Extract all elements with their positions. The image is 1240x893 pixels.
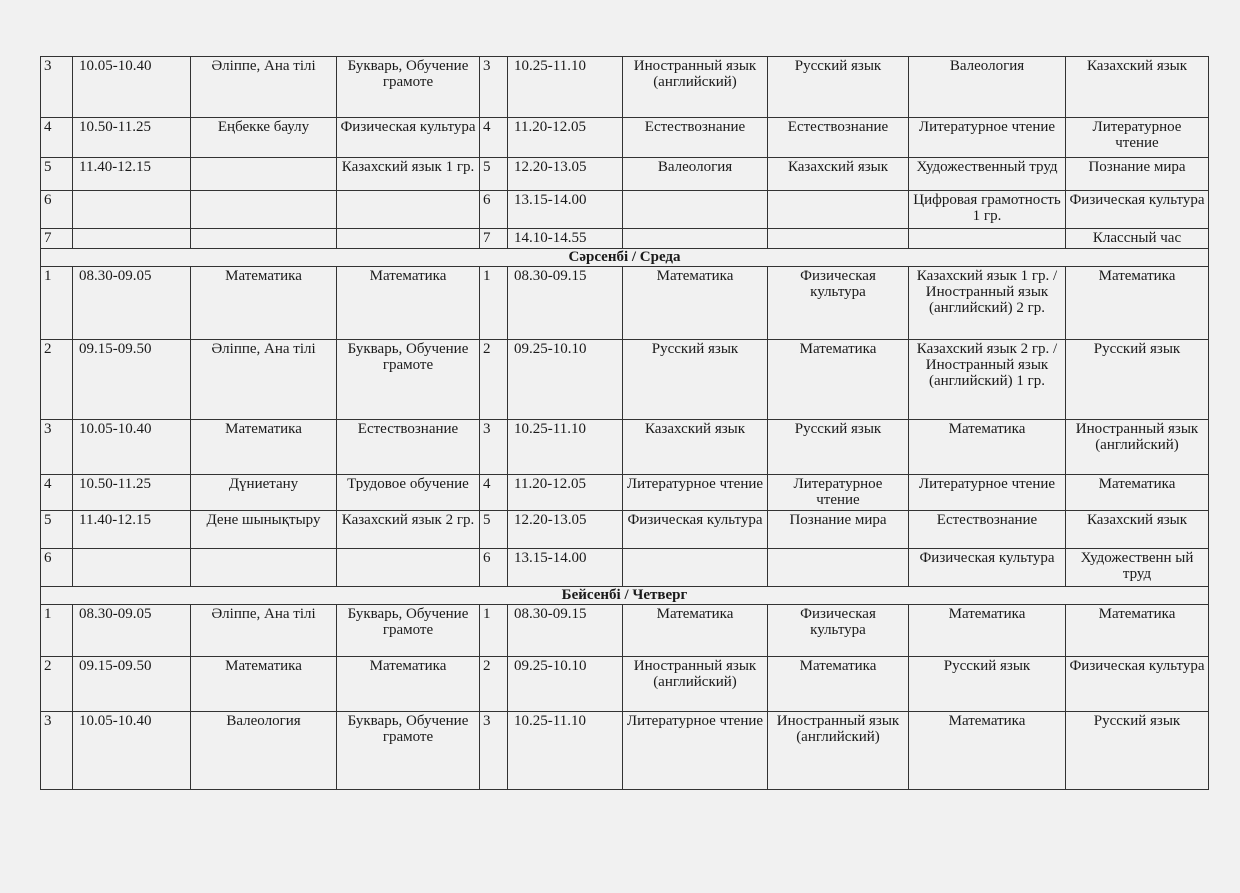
subject-class-b <box>768 191 909 229</box>
subject-class-c: Русский язык <box>909 657 1066 712</box>
subject-class-d: Казахский язык <box>1066 57 1209 118</box>
time-slot-1 <box>73 191 191 229</box>
subject-kz-class: Дене шынықтыру <box>191 511 337 549</box>
lesson-row <box>41 712 1209 790</box>
subject-class-d: Русский язык <box>1066 712 1209 790</box>
subject-class-a: Иностранный язык (английский) <box>623 657 768 712</box>
lesson-row <box>41 511 1209 549</box>
time-slot-2: 14.10-14.55 <box>508 229 623 249</box>
subject-class-a <box>623 229 768 249</box>
subject-class-a: Физическая культура <box>623 511 768 549</box>
time-slot-1: 11.40-12.15 <box>73 511 191 549</box>
lesson-number-2: 3 <box>480 57 508 118</box>
subject-class-c: Казахский язык 2 гр. / Иностранный язык (английский) 1 гр. <box>909 340 1066 420</box>
subject-class-c: Художественный труд <box>909 158 1066 191</box>
subject-ru-class: Трудовое обучение <box>337 475 480 511</box>
subject-kz-class: Валеология <box>191 712 337 790</box>
subject-kz-class: Дүниетану <box>191 475 337 511</box>
subject-class-c: Литературное чтение <box>909 118 1066 158</box>
subject-class-d: Математика <box>1066 475 1209 511</box>
subject-class-c: Естествознание <box>909 511 1066 549</box>
subject-class-b: Русский язык <box>768 420 909 475</box>
subject-ru-class <box>337 191 480 229</box>
subject-class-a: Математика <box>623 605 768 657</box>
subject-class-c: Валеология <box>909 57 1066 118</box>
subject-class-a: Литературное чтение <box>623 712 768 790</box>
day-header-row <box>41 587 1209 605</box>
time-slot-2: 11.20-12.05 <box>508 475 623 511</box>
subject-class-c: Математика <box>909 605 1066 657</box>
subject-kz-class: Математика <box>191 420 337 475</box>
subject-class-c: Математика <box>909 420 1066 475</box>
time-slot-1: 10.05-10.40 <box>73 712 191 790</box>
subject-kz-class <box>191 191 337 229</box>
schedule-table <box>40 56 1209 790</box>
subject-class-b: Русский язык <box>768 57 909 118</box>
time-slot-1: 10.05-10.40 <box>73 57 191 118</box>
subject-class-d: Математика <box>1066 605 1209 657</box>
lesson-number-1: 3 <box>41 420 73 475</box>
subject-class-b: Физическая культура <box>768 267 909 340</box>
lesson-number-1: 4 <box>41 475 73 511</box>
lesson-row <box>41 605 1209 657</box>
subject-class-c <box>909 229 1066 249</box>
subject-kz-class: Әліппе, Ана тілі <box>191 605 337 657</box>
lesson-row <box>41 340 1209 420</box>
subject-class-b <box>768 229 909 249</box>
lesson-number-2: 7 <box>480 229 508 249</box>
subject-class-d: Казахский язык <box>1066 511 1209 549</box>
lesson-row <box>41 158 1209 191</box>
lesson-number-1: 2 <box>41 340 73 420</box>
subject-ru-class: Букварь, Обучение грамоте <box>337 57 480 118</box>
subject-kz-class <box>191 229 337 249</box>
subject-class-c: Цифровая грамотность 1 гр. <box>909 191 1066 229</box>
subject-kz-class <box>191 158 337 191</box>
time-slot-2: 13.15-14.00 <box>508 191 623 229</box>
lesson-row <box>41 475 1209 511</box>
subject-kz-class: Еңбекке баулу <box>191 118 337 158</box>
lesson-number-2: 1 <box>480 267 508 340</box>
time-slot-2: 09.25-10.10 <box>508 657 623 712</box>
subject-class-d: Познание мира <box>1066 158 1209 191</box>
lesson-row <box>41 267 1209 340</box>
lesson-row <box>41 229 1209 249</box>
subject-ru-class: Казахский язык 1 гр. <box>337 158 480 191</box>
time-slot-2: 10.25-11.10 <box>508 57 623 118</box>
subject-kz-class <box>191 549 337 587</box>
time-slot-2: 08.30-09.15 <box>508 605 623 657</box>
time-slot-1: 09.15-09.50 <box>73 657 191 712</box>
lesson-number-2: 4 <box>480 475 508 511</box>
subject-class-a: Естествознание <box>623 118 768 158</box>
subject-ru-class: Казахский язык 2 гр. <box>337 511 480 549</box>
lesson-number-1: 6 <box>41 549 73 587</box>
lesson-number-1: 1 <box>41 267 73 340</box>
subject-ru-class: Букварь, Обучение грамоте <box>337 712 480 790</box>
lesson-number-1: 3 <box>41 712 73 790</box>
subject-class-d: Физическая культура <box>1066 657 1209 712</box>
lesson-number-2: 5 <box>480 158 508 191</box>
time-slot-1: 10.05-10.40 <box>73 420 191 475</box>
subject-class-d: Литературное чтение <box>1066 118 1209 158</box>
subject-class-b: Казахский язык <box>768 158 909 191</box>
time-slot-2: 12.20-13.05 <box>508 158 623 191</box>
subject-ru-class <box>337 549 480 587</box>
lesson-number-1: 5 <box>41 158 73 191</box>
time-slot-1: 08.30-09.05 <box>73 267 191 340</box>
lesson-number-2: 1 <box>480 605 508 657</box>
subject-class-d: Классный час <box>1066 229 1209 249</box>
subject-kz-class: Математика <box>191 267 337 340</box>
lesson-row <box>41 549 1209 587</box>
time-slot-1 <box>73 549 191 587</box>
lesson-number-2: 2 <box>480 657 508 712</box>
time-slot-2: 13.15-14.00 <box>508 549 623 587</box>
lesson-number-1: 6 <box>41 191 73 229</box>
lesson-row <box>41 420 1209 475</box>
subject-class-a: Русский язык <box>623 340 768 420</box>
lesson-number-1: 1 <box>41 605 73 657</box>
subject-class-a <box>623 549 768 587</box>
lesson-number-2: 3 <box>480 420 508 475</box>
subject-ru-class <box>337 229 480 249</box>
lesson-number-1: 3 <box>41 57 73 118</box>
subject-class-b: Физическая культура <box>768 605 909 657</box>
subject-class-b: Математика <box>768 657 909 712</box>
lesson-number-2: 2 <box>480 340 508 420</box>
subject-kz-class: Әліппе, Ана тілі <box>191 340 337 420</box>
time-slot-1 <box>73 229 191 249</box>
subject-class-d: Иностранный язык (английский) <box>1066 420 1209 475</box>
subject-ru-class: Математика <box>337 267 480 340</box>
lesson-number-1: 7 <box>41 229 73 249</box>
day-title: Сәрсенбі / Среда <box>41 249 1209 267</box>
time-slot-1: 10.50-11.25 <box>73 475 191 511</box>
time-slot-2: 10.25-11.10 <box>508 712 623 790</box>
subject-class-d: Математика <box>1066 267 1209 340</box>
lesson-row <box>41 118 1209 158</box>
lesson-row <box>41 57 1209 118</box>
time-slot-1: 11.40-12.15 <box>73 158 191 191</box>
subject-class-a: Казахский язык <box>623 420 768 475</box>
lesson-row <box>41 191 1209 229</box>
time-slot-2: 11.20-12.05 <box>508 118 623 158</box>
subject-class-a: Валеология <box>623 158 768 191</box>
subject-class-d: Русский язык <box>1066 340 1209 420</box>
subject-class-a: Иностранный язык (английский) <box>623 57 768 118</box>
lesson-number-2: 5 <box>480 511 508 549</box>
time-slot-2: 10.25-11.10 <box>508 420 623 475</box>
subject-class-a: Литературное чтение <box>623 475 768 511</box>
time-slot-2: 12.20-13.05 <box>508 511 623 549</box>
subject-class-c: Физическая культура <box>909 549 1066 587</box>
subject-kz-class: Әліппе, Ана тілі <box>191 57 337 118</box>
subject-class-b: Иностранный язык (английский) <box>768 712 909 790</box>
lesson-number-2: 6 <box>480 549 508 587</box>
subject-class-c: Казахский язык 1 гр. / Иностранный язык (английский) 2 гр. <box>909 267 1066 340</box>
subject-ru-class: Букварь, Обучение грамоте <box>337 340 480 420</box>
subject-kz-class: Математика <box>191 657 337 712</box>
schedule-body <box>41 57 1209 790</box>
subject-class-c: Математика <box>909 712 1066 790</box>
time-slot-2: 08.30-09.15 <box>508 267 623 340</box>
subject-class-a: Математика <box>623 267 768 340</box>
lesson-number-1: 4 <box>41 118 73 158</box>
subject-ru-class: Букварь, Обучение грамоте <box>337 605 480 657</box>
lesson-number-1: 2 <box>41 657 73 712</box>
subject-class-a <box>623 191 768 229</box>
subject-ru-class: Физическая культура <box>337 118 480 158</box>
subject-class-b: Литературное чтение <box>768 475 909 511</box>
subject-ru-class: Естествознание <box>337 420 480 475</box>
lesson-number-2: 3 <box>480 712 508 790</box>
lesson-number-2: 6 <box>480 191 508 229</box>
time-slot-2: 09.25-10.10 <box>508 340 623 420</box>
subject-class-d: Художественн ый труд <box>1066 549 1209 587</box>
day-title: Бейсенбі / Четверг <box>41 587 1209 605</box>
subject-class-b: Естествознание <box>768 118 909 158</box>
subject-class-b <box>768 549 909 587</box>
subject-class-c: Литературное чтение <box>909 475 1066 511</box>
time-slot-1: 08.30-09.05 <box>73 605 191 657</box>
day-header-row <box>41 249 1209 267</box>
time-slot-1: 10.50-11.25 <box>73 118 191 158</box>
lesson-number-2: 4 <box>480 118 508 158</box>
subject-ru-class: Математика <box>337 657 480 712</box>
lesson-number-1: 5 <box>41 511 73 549</box>
subject-class-b: Познание мира <box>768 511 909 549</box>
subject-class-b: Математика <box>768 340 909 420</box>
lesson-row <box>41 657 1209 712</box>
subject-class-d: Физическая культура <box>1066 191 1209 229</box>
time-slot-1: 09.15-09.50 <box>73 340 191 420</box>
